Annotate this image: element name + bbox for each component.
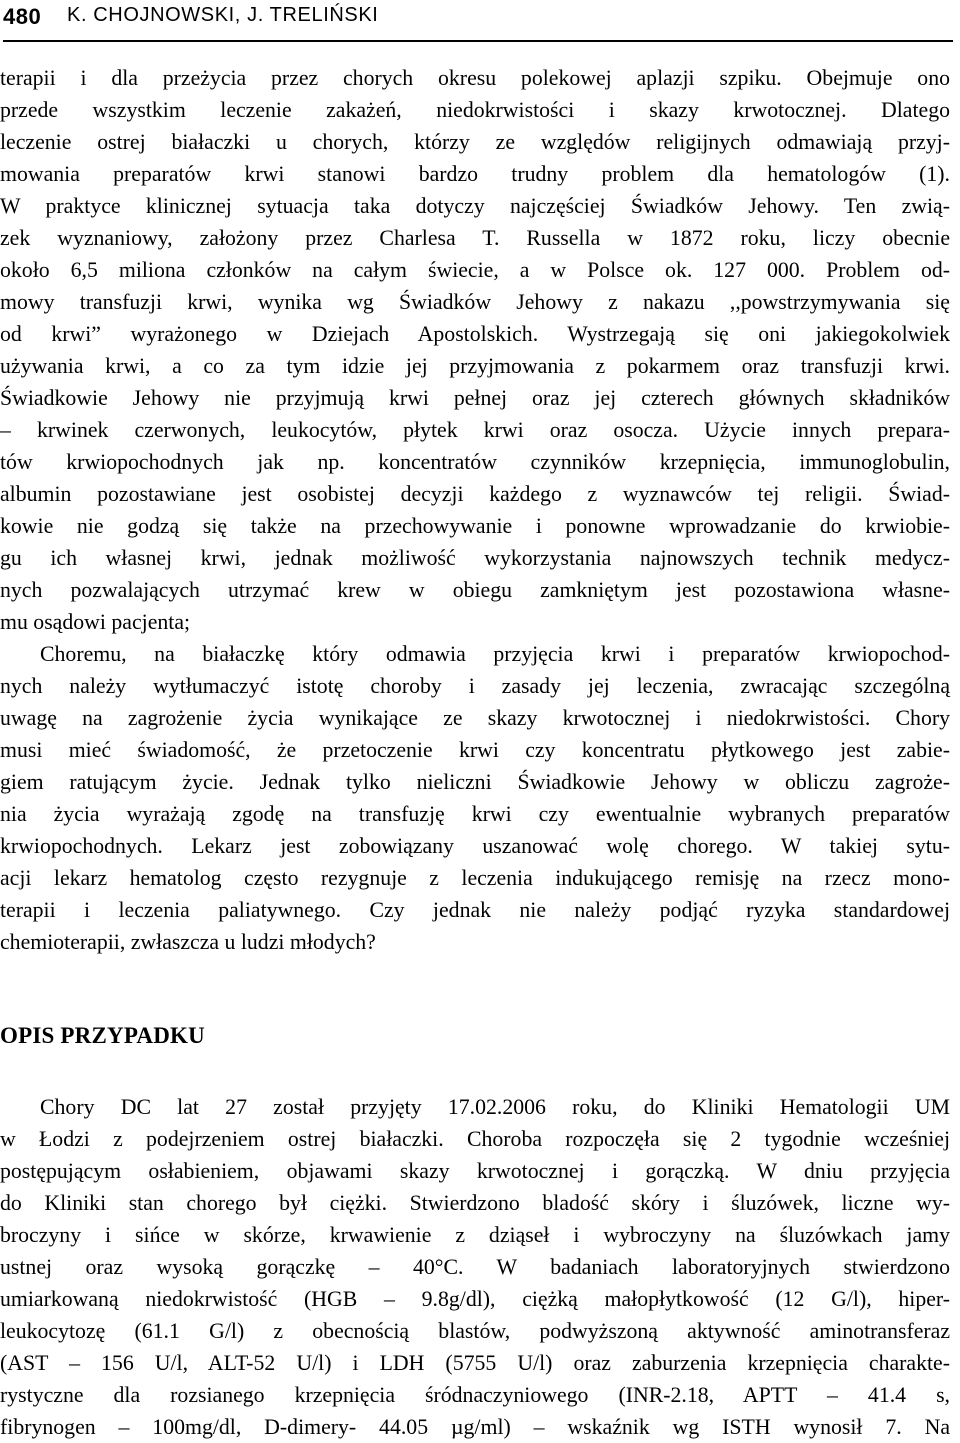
- text-line: przede wszystkim leczenie zakażeń, niedokrwistości i skazy krwotocznej. Dlatego: [0, 98, 950, 122]
- running-authors: K. CHOJNOWSKI, J. TRELIŃSKI: [67, 4, 379, 26]
- text-line: używania krwi, a co za tym idzie jej przyjmowania z pokarmem oraz transfuzji krwi.: [0, 354, 950, 378]
- text-line: terapii i leczenia paliatywnego. Czy jednak nie należy podjąć ryzyka standardowej: [0, 898, 950, 922]
- page-number: 480: [3, 4, 42, 29]
- text-line: kowie nie godzą się także na przechowywanie i ponowne wprowadzanie do krwiobie-: [0, 514, 950, 538]
- text-line: nych pozwalających utrzymać krew w obiegu zamkniętym jest pozostawiona własne-: [0, 578, 950, 602]
- text-line: krwiopochodnych. Lekarz jest zobowiązany uszanować wolę chorego. W takiej sytu-: [0, 834, 950, 858]
- text-line: terapii i dla przeżycia przez chorych okresu polekowej aplazji szpiku. Obejmuje ono: [0, 66, 950, 90]
- text-line: leukocytozę (61.1 G/l) z obecnością blastów, podwyższoną aktywność aminotransferaz: [0, 1319, 950, 1343]
- text-line: fibrynogen – 100mg/dl, D-dimery- 44.05 µg/ml) – wskaźnik wg ISTH wynosił 7. Na: [0, 1415, 950, 1439]
- text-line: W praktyce klinicznej sytuacja taka dotyczy najczęściej Świadków Jehowy. Ten zwią-: [0, 194, 950, 218]
- text-line: gu ich własnej krwi, jednak możliwość wykorzystania najnowszych technik medycz-: [0, 546, 950, 570]
- text-line: broczyny i sińce w skórze, krwawienie z dziąseł i wybroczyny na śluzówkach jamy: [0, 1223, 950, 1247]
- text-line: mowania preparatów krwi stanowi bardzo trudny problem dla hematologów (1).: [0, 162, 950, 186]
- running-header: [3, 0, 953, 42]
- text-line: do Kliniki stan chorego był ciężki. Stwierdzono bladość skóry i śluzówek, liczne wy-: [0, 1191, 950, 1215]
- text-line: leczenie ostrej białaczki u chorych, którzy ze względów religijnych odmawiają przyj-: [0, 130, 950, 154]
- text-line: postępującym osłabieniem, objawami skazy krwotocznej i gorączką. W dniu przyjęcia: [0, 1159, 950, 1183]
- text-line: zek wyznaniowy, założony przez Charlesa T. Russella w 1872 roku, liczy obecnie: [0, 226, 950, 250]
- text-line: acji lekarz hematolog często rezygnuje z leczenia indukującego remisję na rzecz mono-: [0, 866, 950, 890]
- text-line: nych należy wytłumaczyć istotę choroby i zasady jej leczenia, zwracając szczególną: [0, 674, 950, 698]
- paragraph-patient-counselling: [0, 638, 950, 958]
- text-line: giem ratującym życie. Jednak tylko nieliczni Świadkowie Jehowy w obliczu zagroże-: [0, 770, 950, 794]
- text-line: Choremu, na białaczkę który odmawia przyjęcia krwi i preparatów krwiopochod-: [40, 642, 950, 666]
- text-line: mowy transfuzji krwi, wynika wg Świadków Jehowy z nakazu ,,powstrzymywania się: [0, 290, 950, 314]
- text-line: nia życia wyrażają zgodę na transfuzję krwi czy ewentualnie wybranych preparatów: [0, 802, 950, 826]
- text-line: mu osądowi pacjenta;: [0, 610, 191, 634]
- paragraph-case-report: [0, 1091, 950, 1443]
- text-line: ustnej oraz wysoką gorączkę – 40°C. W badaniach laboratoryjnych stwierdzono: [0, 1255, 950, 1279]
- text-line: rystyczne dla rozsianego krzepnięcia śródnaczyniowego (INR-2.18, APTT – 41.4 s,: [0, 1383, 950, 1407]
- paragraph-aplasia-and-jehovahs-witnesses: [0, 62, 950, 638]
- text-line: Chory DC lat 27 został przyjęty 17.02.2006 roku, do Kliniki Hematologii UM: [40, 1095, 950, 1119]
- text-line: uwagę na zagrożenie życia wynikające ze skazy krwotocznej i niedokrwistości. Chory: [0, 706, 950, 730]
- text-line: musi mieć świadomość, że przetoczenie krwi czy koncentratu płytkowego jest zabie-: [0, 738, 950, 762]
- text-line: w Łodzi z podejrzeniem ostrej białaczki. Choroba rozpoczęła się 2 tygodnie wcześniej: [0, 1127, 950, 1151]
- section-heading: OPIS PRZYPADKU: [0, 1023, 205, 1048]
- text-line: od krwi” wyrażonego w Dziejach Apostolskich. Wystrzegają się oni jakiegokolwiek: [0, 322, 950, 346]
- text-line: chemioterapii, zwłaszcza u ludzi młodych?: [0, 930, 376, 954]
- text-line: (AST – 156 U/l, ALT-52 U/l) i LDH (5755 U/l) oraz zaburzenia krzepnięcia charakte-: [0, 1351, 950, 1375]
- text-line: około 6,5 miliona członków na całym świecie, a w Polsce ok. 127 000. Problem od-: [0, 258, 950, 282]
- text-line: – krwinek czerwonych, leukocytów, płytek krwi oraz osocza. Użycie innych prepara-: [0, 418, 950, 442]
- text-line: umiarkowaną niedokrwistość (HGB – 9.8g/dl), ciężką małopłytkowość (12 G/l), hiper-: [0, 1287, 950, 1311]
- text-line: tów krwiopochodnych jak np. koncentratów czynników krzepnięcia, immunoglobulin,: [0, 450, 950, 474]
- text-line: albumin pozostawiane jest osobistej decyzji każdego z wyznawców tej religii. Świad-: [0, 482, 950, 506]
- text-line: Świadkowie Jehowy nie przyjmują krwi pełnej oraz jej czterech głównych składników: [0, 386, 950, 410]
